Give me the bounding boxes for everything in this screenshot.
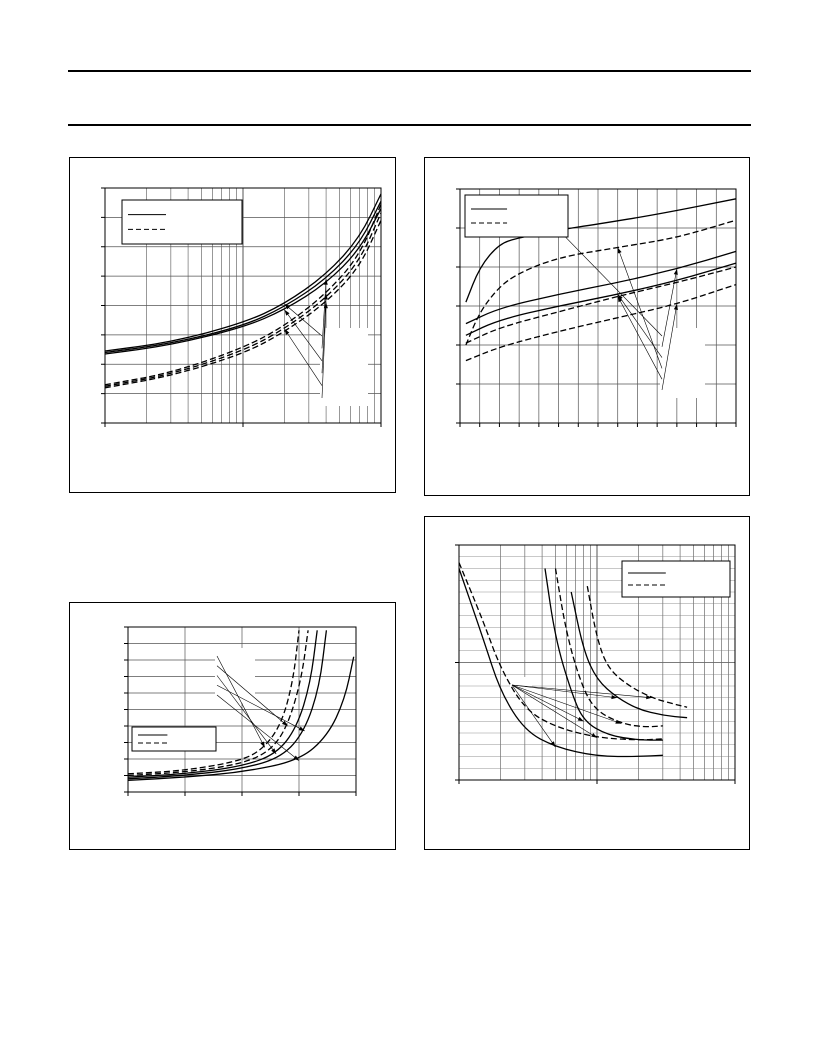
figure-bottom-left <box>69 602 396 850</box>
series-line-solid-middle <box>466 251 736 323</box>
arrow-head <box>324 279 328 285</box>
arrow-line <box>285 329 322 386</box>
figure-bottom-right <box>424 516 750 850</box>
legend-box <box>465 195 568 237</box>
header-rule-top <box>68 70 751 72</box>
legend-box <box>122 200 242 244</box>
series-line-solid-lower <box>466 263 736 335</box>
annotation-box <box>320 328 368 406</box>
figure-top-left <box>69 157 396 493</box>
legend-box <box>622 561 730 597</box>
arrow-head <box>578 717 584 721</box>
arrow-line <box>559 230 662 336</box>
arrow-head <box>591 733 597 738</box>
arrow-line <box>618 248 662 369</box>
arrow-head <box>618 248 622 254</box>
arrow-line <box>512 685 555 747</box>
arrow-head <box>674 304 678 310</box>
arrow-line <box>217 685 305 731</box>
legend-box <box>132 727 216 751</box>
arrow-head <box>285 310 290 316</box>
series-line-dashed-c <box>587 586 687 707</box>
arrow-line <box>217 695 299 761</box>
header-rule-bottom <box>68 124 751 126</box>
arrow-head <box>324 294 328 300</box>
chart-top-right <box>425 158 749 495</box>
chart-bottom-right <box>425 517 749 849</box>
chart-bottom-left <box>70 603 395 849</box>
arrow-line <box>618 294 662 357</box>
series-line-dashed-upper <box>466 220 736 345</box>
arrow-head <box>674 269 678 275</box>
series-line-dashed-1 <box>128 630 299 774</box>
chart-top-left <box>70 158 395 492</box>
figure-top-right <box>424 157 750 496</box>
series-line-solid-c <box>571 592 687 718</box>
arrow-line <box>285 310 322 361</box>
